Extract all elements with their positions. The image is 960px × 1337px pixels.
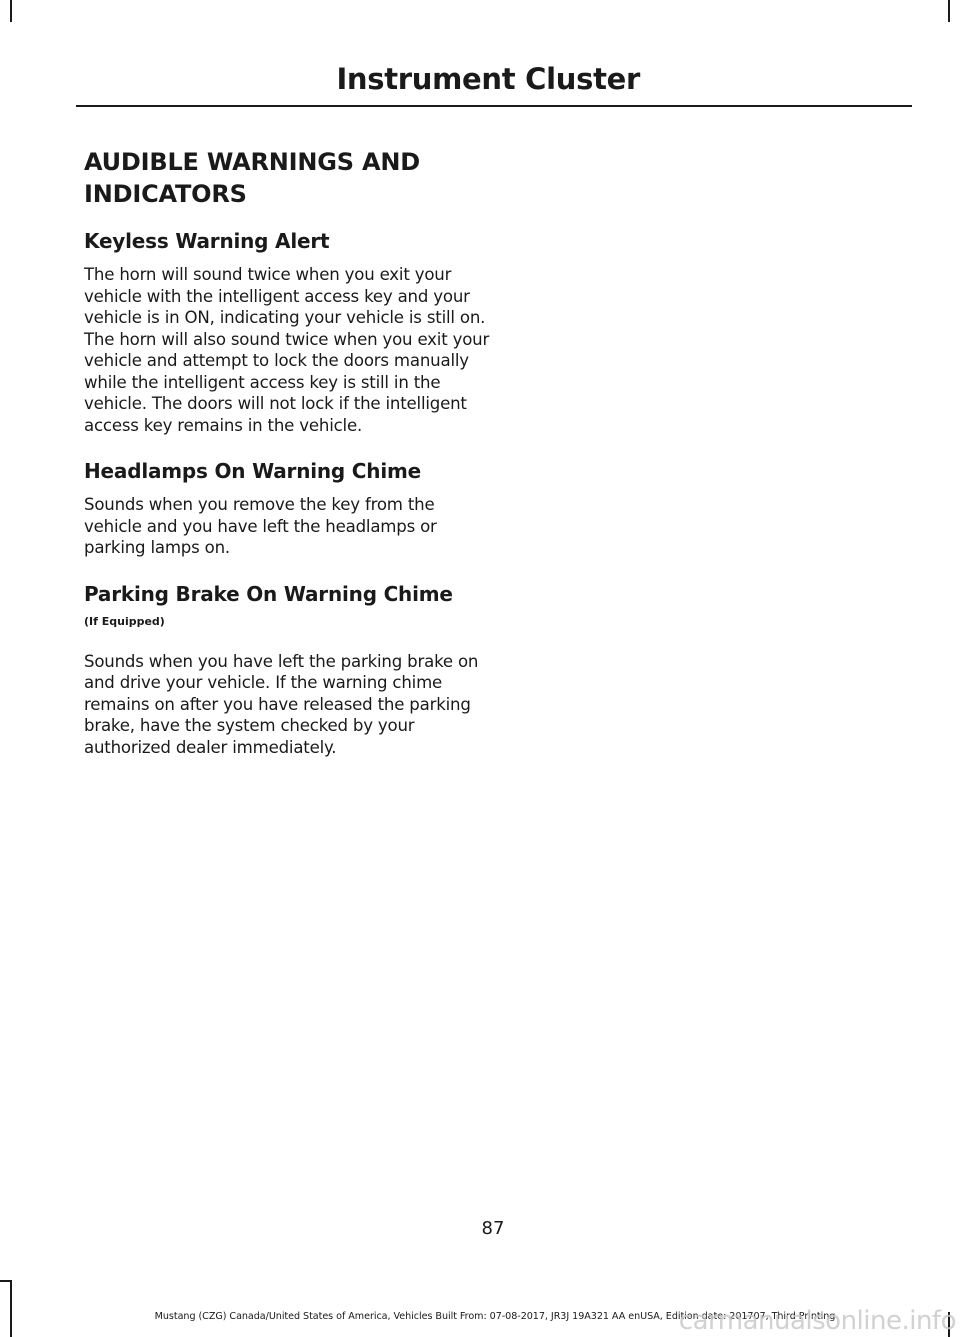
section-title: AUDIBLE WARNINGS AND INDICATORS — [84, 148, 420, 208]
crop-mark-bottom-left-h — [0, 1280, 12, 1282]
subsection-text: The horn will sound twice when you exit your vehicle with the intelligent access key and your vehicle is in ON, indicating your vehicle is still on. The horn will also sound twice when you exit your vehicle and attempt to lock the doors manually while the intelligent access key is still in the vehicle. The doors will not lock if the intelligent access key remains in the vehicle. — [84, 265, 490, 435]
subsection-heading: Keyless Warning Alert — [84, 229, 330, 253]
page-header-title: Instrument Cluster — [336, 62, 640, 96]
subsection-parking-brake-warning-chime — [84, 581, 494, 759]
crop-mark-bottom-left-v — [10, 1280, 12, 1337]
subsection-text: Sounds when you remove the key from the vehicle and you have left the headlamps or parking lamps on. — [84, 495, 437, 557]
subsection-headlamps-warning-chime — [84, 458, 494, 559]
footer-publication-info: Mustang (CZG) Canada/United States of America, Vehicles Built From: 07-08-2017, JR3J 19A321 AA enUSA, Edition date: 201707, Third Printing — [154, 1311, 836, 1322]
subsection-heading: Headlamps On Warning Chime — [84, 459, 421, 483]
crop-mark-top-left — [10, 0, 12, 22]
main-content — [84, 146, 494, 780]
subsection-text: Sounds when you have left the parking brake on and drive your vehicle. If the warning chime remains on after you have released the parking brake, have the system checked by your authorized dealer immediately. — [84, 651, 479, 757]
page-number: 87 — [481, 1218, 505, 1239]
crop-mark-top-right — [948, 0, 950, 22]
subsection-note: (If Equipped) — [84, 614, 165, 628]
subsection-keyless-warning-alert — [84, 228, 494, 436]
header-divider — [76, 105, 912, 107]
subsection-heading: Parking Brake On Warning Chime — [84, 581, 453, 606]
watermark: carmanualsonline.info — [678, 1306, 956, 1336]
